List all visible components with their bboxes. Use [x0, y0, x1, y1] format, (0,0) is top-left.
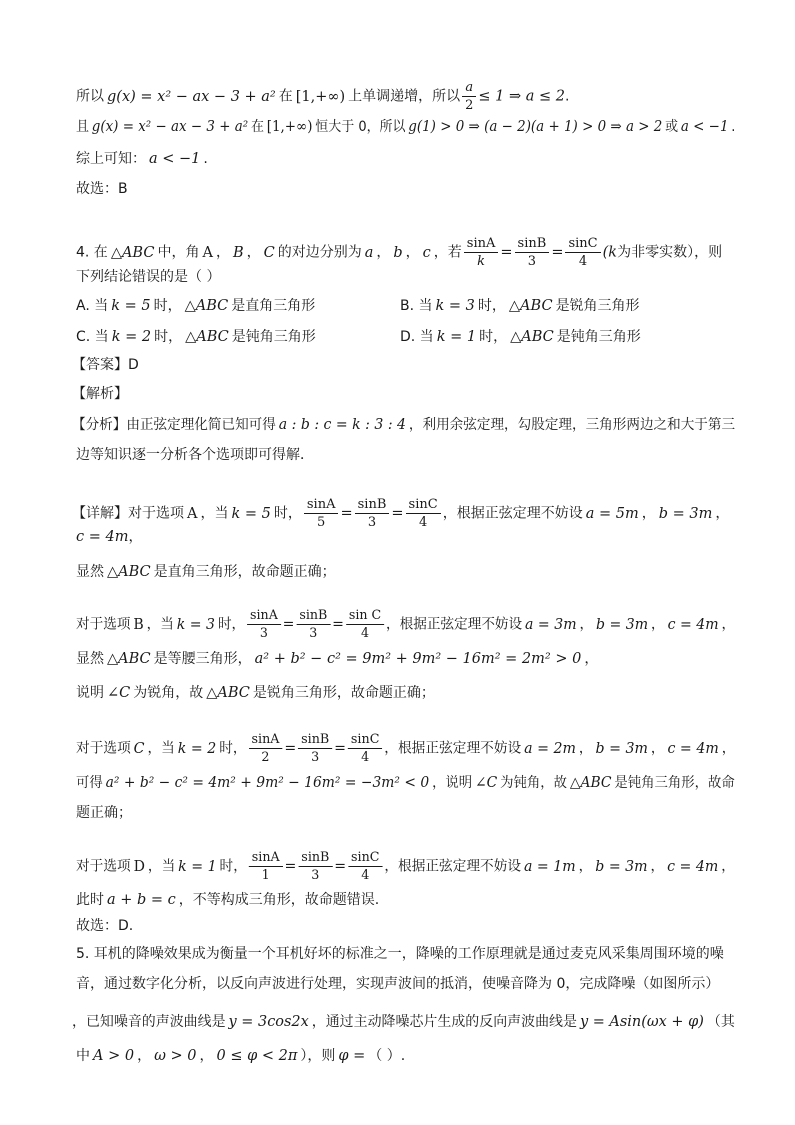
- analysis-label: 【解析】: [72, 386, 128, 402]
- question-5-line-2: 音，通过数字化分析，以反向声波进行处理，实现声波间的抵消，使噪音降为 0，完成降噪（如图所示）: [76, 976, 720, 992]
- detail-d-line-1: 对于选项 D ，当 k = 1 时， $\frac{\sin A}{1}$ = $\frac{\sin B}{3}$ = $\frac{\sin C}{4}$ ，根据正弦定理不妨设 a = 1m ， b = 3m ， c = 4m ，: [76, 850, 735, 883]
- fraction: $\frac{\sin B}{3}$: [298, 850, 332, 883]
- fraction: $\frac{\sin A}{1}$: [249, 850, 283, 883]
- fraction: $\frac{\sin A}{2}$: [249, 732, 283, 765]
- fraction: $\frac{\sin A}{3}$: [247, 608, 281, 641]
- detail-c-line-1: 对于选项 C ，当 k = 2 时， $\frac{\sin A}{2}$ = $\frac{\sin B}{3}$ = $\frac{\sin C}{4}$ ，根据正弦定理不妨设 a = 2m ， b = 3m ， c = 4m ，: [76, 732, 736, 765]
- detail-c-line-3: 题正确；: [76, 805, 132, 821]
- answer-line: 故选：B: [76, 181, 128, 197]
- math-ratio: a : b : c = k : 3 : 4: [278, 417, 407, 433]
- solution-line-2: 且 g(x) = x² − ax − 3 + a² 在 [1,+∞) 恒大于 0，所以 g(1) > 0 ⇒ (a − 2)(a + 1) > 0 ⇒ a > 2 或 a < −1 .: [76, 119, 736, 135]
- math-triangle: △ABC: [110, 244, 155, 261]
- fraction-a-over-2: $\frac{a}{2}$: [462, 80, 476, 113]
- fraction: $\frac{\sin B}{3}$: [298, 732, 332, 765]
- fraction: $\frac{\sin A}{5}$: [304, 497, 339, 530]
- math-inequality-chain: g(1) > 0 ⇒ (a − 2)(a + 1) > 0 ⇒ a > 2: [408, 119, 663, 135]
- math-interval: [1,+∞): [295, 88, 346, 105]
- detail-b-line-2: 显然 △ABC 是等腰三角形， a² + b² − c² = 9m² + 9m² − 16m² = 2m² > 0 ，: [76, 651, 599, 667]
- solution-line-3: 综上可知： a < −1 .: [76, 151, 208, 167]
- question-5-line-3: ，已知噪音的声波曲线是 y = 3cos2x ，通过主动降噪芯片生成的反向声波曲线是 y = Asin(ωx + φ) （其: [72, 1014, 735, 1030]
- option-b[interactable]: B. 当 k = 3 时， △ABC 是锐角三角形: [400, 298, 640, 314]
- fraction: $\frac{\sin A}{k}$: [464, 236, 499, 269]
- fraction: $\frac{\sin C}{4}$: [348, 732, 382, 765]
- option-d[interactable]: D. 当 k = 1 时， △ABC 是钝角三角形: [400, 329, 641, 345]
- detail-c-line-2: 可得 a² + b² − c² = 4m² + 9m² − 16m² = −3m² < 0 ，说明 ∠C 为钝角，故 △ABC 是钝角三角形，故命: [76, 775, 735, 791]
- math-expression: a² + b² − c² = 9m² + 9m² − 16m² = 2m² > 0: [254, 651, 582, 667]
- solution-line-1: 所以 g(x) = x² − ax − 3 + a² 在 [1,+∞) 上单调递增，所以 $\frac{a}{2}$ ≤ 1 ⇒ a ≤ 2.: [76, 80, 570, 113]
- fraction: $\frac{\sin C}{4}$: [565, 236, 600, 269]
- analysis-line-2: 边等知识逐一分析各个选项即可得解．: [76, 447, 314, 463]
- fraction: $\frac{\sin C}{4}$: [348, 850, 382, 883]
- text: 上单调递增，所以: [348, 88, 461, 105]
- math-anti-noise-curve: y = Asin(ωx + φ): [579, 1014, 704, 1030]
- detail-b-line-1: 对于选项 B ，当 k = 3 时， $\frac{\sin A}{3}$ = $\frac{\sin B}{3}$ = $\frac{\text{sin C}}{4}$ ，根据正弦定理不妨设 a = 3m ， b = 3m ， c = 4m ，: [76, 608, 736, 641]
- detail-b-line-3: 说明 ∠C 为锐角，故 △ABC 是锐角三角形，故命题正确；: [76, 685, 435, 701]
- text: 在: [278, 88, 293, 105]
- math-g-def: g(x) = x² − ax − 3 + a²: [107, 88, 276, 105]
- option-a[interactable]: A. 当 k = 5 时， △ABC 是直角三角形: [76, 298, 316, 314]
- math-interval: [1,+∞): [266, 119, 313, 135]
- question-4-stem-2: 下列结论错误的是（ ）: [76, 269, 221, 285]
- math-g-def: g(x) = x² − ax − 3 + a²: [91, 119, 249, 135]
- analysis-line-1: 【分析】由正弦定理化简已知可得 a : b : c = k : 3 : 4 ，利用余弦定理，勾股定理，三角形两边之和大于第三: [72, 417, 736, 433]
- fraction: $\frac{\sin B}{3}$: [355, 497, 390, 530]
- detail-d-line-2: 此时 a + b = c ，不等构成三角形，故命题错误.: [76, 892, 380, 908]
- detail-a-line-2: c = 4m，: [76, 529, 143, 545]
- fraction: $\frac{\sin C}{4}$: [406, 497, 441, 530]
- math-result: a < −1: [149, 151, 201, 167]
- question-5-line-1: 5. 耳机的降噪效果成为衡量一个耳机好坏的标准之一，降噪的工作原理就是通过麦克风采集周围环境的噪: [76, 946, 724, 962]
- math-inequality: ≤ 1 ⇒ a ≤ 2: [478, 88, 566, 105]
- detail-d-line-3: 故选：D.: [76, 918, 134, 934]
- math-expression: a² + b² − c² = 4m² + 9m² − 16m² = −3m² < 0: [105, 775, 430, 791]
- fraction: $\frac{\sin B}{3}$: [296, 608, 330, 641]
- math-noise-curve: y = 3cos2x: [228, 1014, 309, 1030]
- detail-a-line-1: 【详解】对于选项 A ，当 k = 5 时， $\frac{\sin A}{5}$ = $\frac{\sin B}{3}$ = $\frac{\sin C}{4}$ ，根据正弦定理不妨设 a = 5m ， b = 3m ，: [72, 497, 730, 530]
- detail-a-line-3: 显然 △ABC 是直角三角形，故命题正确；: [76, 564, 336, 580]
- question-4-stem: 4. 在 △ABC 中，角 A ， B ， C 的对边分别为 a ， b ， c ，若 $\frac{\sin A}{k}$ = $\frac{\sin B}{3}$ = $\frac{\sin C}{4}$ (k为非零实数），则: [76, 236, 723, 269]
- answer-label: 【答案】D: [72, 357, 139, 373]
- option-c[interactable]: C. 当 k = 2 时， △ABC 是钝角三角形: [76, 329, 316, 345]
- text: 所以: [76, 88, 104, 105]
- fraction: $\frac{\text{sin C}}{4}$: [346, 608, 384, 641]
- math-inequality: a < −1: [680, 119, 729, 135]
- question-5-line-4: 中 A > 0 ， ω > 0 ， 0 ≤ φ < 2π ），则 φ = （ ）.: [76, 1048, 406, 1064]
- fraction: $\frac{\sin B}{3}$: [515, 236, 550, 269]
